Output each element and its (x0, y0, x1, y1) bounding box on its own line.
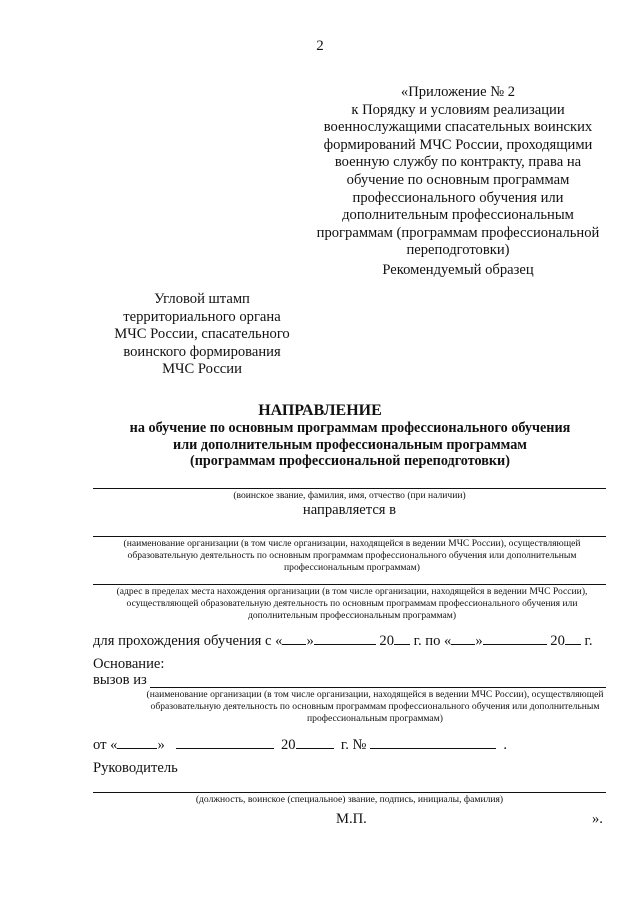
signature-caption: (должность, воинское (специальное) звание, подпись, инициалы, фамилия) (195, 794, 504, 805)
call-from-label: вызов из (93, 672, 147, 688)
name-caption: (воинское звание, фамилия, имя, отчество (при наличии) (233, 490, 466, 501)
stamp-line: Угловой штамп (154, 291, 250, 307)
study-year1: 20 (379, 633, 394, 649)
head-label: Руководитель (93, 760, 178, 776)
appendix-line: военнослужащими спасательных воинских (323, 119, 593, 136)
appendix-line: военную службу по контракту, права на (334, 154, 582, 171)
end-quote: ». (592, 811, 603, 827)
org-caption: (наименование организации (в том числе организации, находящейся в ведении МЧС России), осуществляющей образовательную деятельность по основным программам профессионального обучения или дополнительным профессиональным программам) (123, 538, 581, 573)
from-dot: . (503, 737, 508, 753)
page-number: 2 (316, 38, 324, 54)
document-title: НАПРАВЛЕНИЕ (258, 402, 382, 419)
study-g-po: г. по « (413, 633, 452, 649)
from-year: 20 (280, 737, 296, 753)
appendix-line: дополнительным профессиональным (342, 207, 574, 224)
appendix-line: обучение по основным программам (346, 171, 570, 188)
stamp-line: МЧС России, спасательного (114, 326, 290, 343)
start-year-blank[interactable] (394, 630, 410, 645)
start-day-blank[interactable] (282, 630, 306, 645)
appendix-line: формирований МЧС России, проходящими (323, 136, 593, 153)
stamp-line: воинского формирования (123, 343, 281, 360)
end-month-blank[interactable] (483, 630, 547, 645)
from-month-blank[interactable] (176, 734, 274, 749)
appendix-line: программам (программам профессиональной (316, 224, 600, 241)
from-close: » (157, 737, 165, 753)
call-from-blank-line[interactable] (150, 687, 606, 688)
study-close1: » (306, 633, 314, 649)
study-period-row (93, 630, 593, 650)
directed-to-label: направляется в (302, 502, 397, 518)
address-blank-line[interactable] (93, 584, 606, 585)
appendix-line: к Порядку и условиям реализации (351, 101, 565, 118)
end-day-blank[interactable] (451, 630, 475, 645)
from-year-blank[interactable] (296, 734, 334, 749)
subtitle-line: или дополнительным профессиональным программам (173, 436, 527, 453)
study-g-end: г. (584, 633, 593, 649)
appendix-line: переподготовки) (406, 242, 510, 259)
stamp-line: МЧС России (162, 361, 242, 378)
start-month-blank[interactable] (314, 630, 376, 645)
address-caption: (адрес в пределах места нахождения организации (в том числе организации, находящейся в ведении МЧС России), осуществляющей образовательную деятельность по основным программам профессионального обучения или дополнительным профессиональным программам) (116, 586, 588, 621)
name-blank-line[interactable] (93, 488, 606, 489)
end-year-blank[interactable] (565, 630, 581, 645)
subtitle-line: на обучение по основным программам профессионального обучения (129, 420, 571, 436)
study-year2: 20 (550, 633, 565, 649)
from-ot: от « (93, 737, 118, 753)
subtitle-line: (программам профессиональной переподготовки) (190, 453, 510, 469)
corner-stamp (82, 291, 322, 379)
appendix-header (300, 84, 616, 260)
number-blank[interactable] (370, 734, 496, 749)
basis-label: Основание: (93, 656, 165, 672)
from-date-row (93, 734, 507, 754)
appendix-line: «Приложение № 2 (400, 84, 516, 100)
document-subtitle (60, 420, 640, 470)
recommended-sample: Рекомендуемый образец (382, 262, 534, 278)
study-prefix: для прохождения обучения с « (93, 633, 283, 649)
call-org-caption: (наименование организации (в том числе организации, находящейся в ведении МЧС России), осуществляющей образовательную деятельность по основным программам профессионального обучения или дополнительным профессиональным программам) (146, 689, 604, 724)
study-close2: » (475, 633, 483, 649)
appendix-line: профессионального обучения или (352, 189, 564, 206)
signature-blank-line[interactable] (93, 792, 606, 793)
stamp-line: территориального органа (123, 308, 281, 325)
org-blank-line[interactable] (93, 536, 606, 537)
seal-place-label: М.П. (336, 811, 367, 827)
from-day-blank[interactable] (117, 734, 157, 749)
from-g-no: г. № (340, 737, 367, 753)
